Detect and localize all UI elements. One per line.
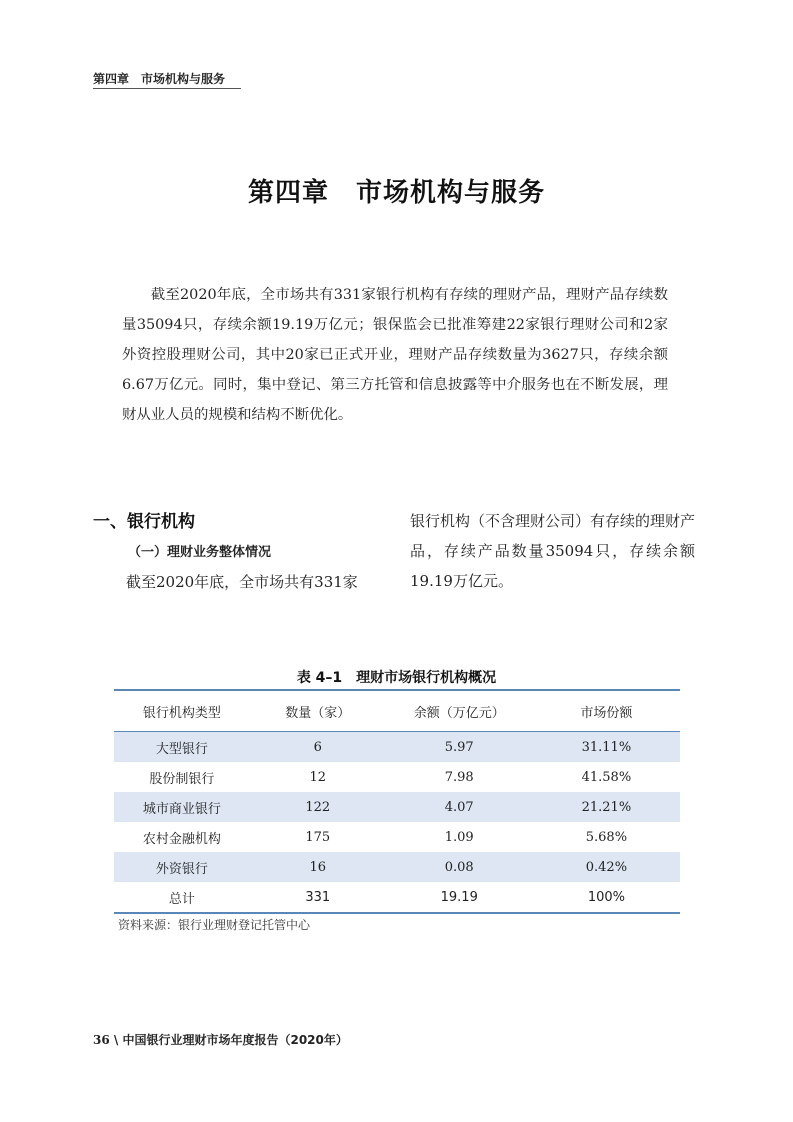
cell-total-share: 100% bbox=[587, 889, 625, 905]
cell-type: 城市商业银行 bbox=[114, 792, 250, 822]
subsection-heading: （一）理财业务整体情况 bbox=[128, 545, 272, 560]
table-source-note: 资料来源：银行业理财登记托管中心 bbox=[118, 918, 311, 932]
bank-institutions-table bbox=[114, 689, 680, 914]
table-total-row bbox=[114, 882, 680, 913]
cell-share: 31.11% bbox=[533, 732, 680, 763]
cell-type: 股份制银行 bbox=[149, 771, 215, 787]
table-caption: 表 4–1 理财市场银行机构概况 bbox=[296, 670, 497, 686]
cell-type: 外资银行 bbox=[114, 852, 250, 882]
cell-count: 6 bbox=[250, 732, 386, 763]
table-row bbox=[114, 852, 680, 882]
header-count: 数量（家） bbox=[250, 690, 386, 732]
cell-share: 0.42% bbox=[533, 852, 680, 882]
right-column-text: 银行机构（不含理财公司）有存续的理财产品，存续产品数量35094只，存续余额19.19万亿元。 bbox=[410, 512, 696, 590]
page-footer bbox=[93, 1031, 348, 1048]
cell-count: 175 bbox=[305, 829, 331, 845]
cell-share: 21.21% bbox=[533, 792, 680, 822]
running-header: 第四章 市场机构与服务 bbox=[93, 72, 226, 86]
table-row bbox=[114, 732, 680, 763]
cell-balance: 1.09 bbox=[444, 829, 474, 845]
table-row bbox=[114, 822, 680, 852]
table-row bbox=[114, 792, 680, 822]
footer-separator: \ bbox=[113, 1033, 119, 1047]
header-share: 市场份额 bbox=[533, 690, 680, 732]
cell-share: 5.68% bbox=[585, 829, 628, 845]
cell-type: 农村金融机构 bbox=[142, 831, 221, 847]
cell-count: 122 bbox=[250, 792, 386, 822]
cell-type: 大型银行 bbox=[114, 732, 250, 763]
cell-total-balance: 19.19 bbox=[440, 889, 478, 905]
footer-report-title: 中国银行业理财市场年度报告（2020年） bbox=[122, 1033, 348, 1047]
cell-balance: 4.07 bbox=[386, 792, 533, 822]
cell-share: 41.58% bbox=[581, 769, 632, 785]
table-row bbox=[114, 762, 680, 792]
header-balance: 余额（万亿元） bbox=[386, 690, 533, 732]
left-column-text: 截至2020年底，全市场共有331家 bbox=[126, 573, 358, 591]
chapter-title: 第四章 市场机构与服务 bbox=[247, 178, 545, 208]
section-heading: 一、银行机构 bbox=[93, 512, 195, 532]
cell-total-count: 331 bbox=[305, 889, 331, 905]
header-rule bbox=[93, 88, 241, 89]
cell-count: 16 bbox=[250, 852, 386, 882]
cell-balance: 0.08 bbox=[386, 852, 533, 882]
cell-total-label: 总计 bbox=[168, 891, 195, 907]
cell-balance: 7.98 bbox=[444, 769, 474, 785]
table-header-row bbox=[114, 690, 680, 732]
header-type: 银行机构类型 bbox=[114, 690, 250, 732]
cell-balance: 5.97 bbox=[386, 732, 533, 763]
intro-paragraph: 截至2020年底，全市场共有331家银行机构有存续的理财产品，理财产品存续数量35094只，存续余额19.19万亿元；银保监会已批准筹建22家银行理财公司和2家外资控股理财公司，其中20家已正式开业，理财产品存续数量为3627只，存续余额6.67万亿元。同时，集中登记、第三方托管和信息披露等中介服务也在不断发展，理财从业人员的规模和结构不断优化。 bbox=[122, 287, 668, 423]
cell-count: 12 bbox=[309, 769, 327, 785]
page-number: 36 bbox=[93, 1033, 110, 1047]
